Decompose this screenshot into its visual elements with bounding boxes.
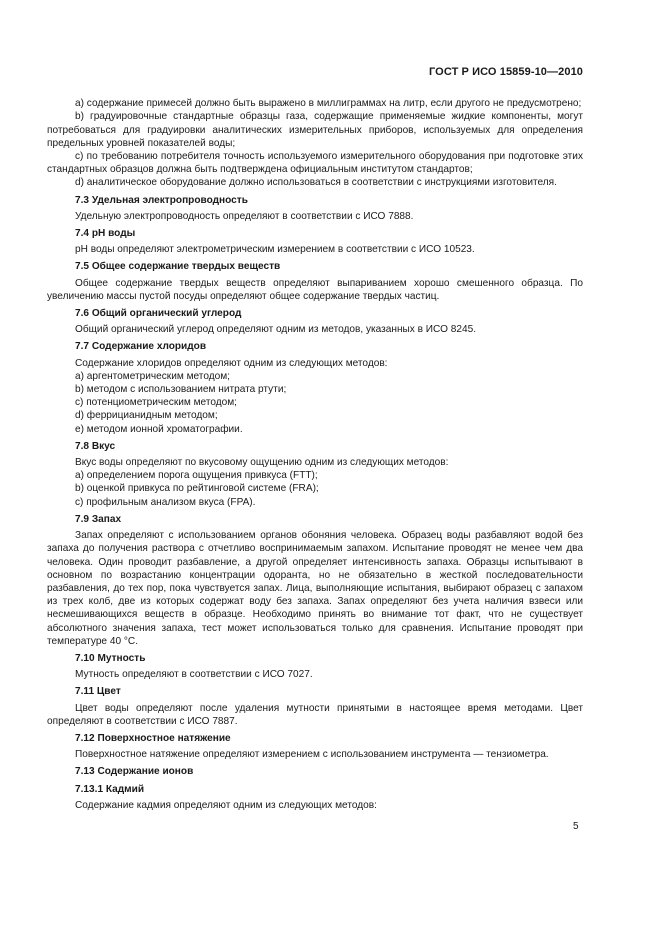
list-item: a) определением порога ощущения привкуса (FTT); xyxy=(75,470,318,482)
section-7-8-text: Вкус воды определяют по вкусовому ощущению одним из следующих методов: xyxy=(75,457,449,469)
list-item: b) методом с использованием нитрата ртути; xyxy=(75,384,287,396)
section-7-10-text: Мутность определяют в соответствии с ИСО 7027. xyxy=(75,669,313,681)
list-item: e) методом ионной хроматографии. xyxy=(75,423,243,435)
section-title-7-10: 7.10 Мутность xyxy=(75,652,146,664)
intro-item-d: d) аналитическое оборудование должно использоваться в соответствии с инструкциями изготовителя. xyxy=(75,177,557,189)
section-7-4-text: pH воды определяют электрометрическим измерением в соответствии с ИСО 10523. xyxy=(75,244,475,256)
section-title-7-8: 7.8 Вкус xyxy=(75,440,116,452)
section-7-11-text: Цвет воды определяют после удаления мутности принятыми в настоящее время методами. Цвет определяют в соответствии с ИСО 7887. xyxy=(47,702,583,727)
section-7-9-text: Запах определяют с использованием органов обоняния человека. Образец воды разбавляют водой без запаха до получения раствора с отчетливо воспринимаемым запахом. Испытание проводят не менее чем два человека. Один проводит разбавление, а другой определяет интенсивность запаха. Образцы испытывают в основном по возрастанию концентрации одоранта, но не обязательно в жесткой последовательности разбавления, до тех пор, пока чувствуется запах. Лица, выполняющие испытания, выбирают образец с запахом из трех колб, две из которых содержат воду без запаха. Запах определяют без учета наличия взвеси или несмешивающихся веществ в образце. Необходимо принять во внимание тот факт, что не существует абсолютного значения запаха, тест может использоваться только для сравнения. Испытание проводят при температуре 40 °С. xyxy=(47,530,583,647)
intro-list xyxy=(47,97,583,189)
section-title-7-5: 7.5 Общее содержание твердых веществ xyxy=(75,261,281,273)
intro-item-b: b) градуировочные стандартные образцы газа, содержащие применяемые жидкие компоненты, могут потребоваться для градуировки аналитических измерительных приборов, используемых для определения предельных уровней показателей воды; xyxy=(47,111,583,149)
section-7-3-text: Удельную электропроводность определяют в соответствии с ИСО 7888. xyxy=(75,210,414,222)
section-title-7-7: 7.7 Содержание хлоридов xyxy=(75,341,207,353)
section-title-7-11: 7.11 Цвет xyxy=(75,686,121,698)
section-7-5-text: Общее содержание твердых веществ определяют выпариванием хорошо смешенного образца. По увеличению массы пустой посуды определяют общее содержание твердых частиц. xyxy=(47,277,583,302)
list-item: c) потенциометрическим методом; xyxy=(75,397,237,409)
document-header: ГОСТ Р ИСО 15859-10—2010 xyxy=(428,66,583,78)
section-title-7-12: 7.12 Поверхностное натяжение xyxy=(75,732,231,744)
section-title-7-3: 7.3 Удельная электропроводность xyxy=(75,194,248,206)
intro-item-c: c) по требованию потребителя точность используемого измерительного оборудования при подготовке этих стандартных образцов должна быть подтверждена официальным институтом стандартов; xyxy=(47,151,583,176)
section-title-7-13-1: 7.13.1 Кадмий xyxy=(75,783,145,795)
list-item: c) профильным анализом вкуса (FPA). xyxy=(75,496,256,508)
section-7-12-text: Поверхностное натяжение определяют измерением с использованием инструмента — тензиометра. xyxy=(75,749,549,761)
section-7-7-text: Содержание хлоридов определяют одним из следующих методов: xyxy=(75,357,388,369)
section-7-13-1-text: Содержание кадмия определяют одним из следующих методов: xyxy=(75,799,377,811)
intro-item-a: a) содержание примесей должно быть выражено в миллиграммах на литр, если другого не предусмотрено; xyxy=(75,98,582,110)
section-title-7-4: 7.4 pH воды xyxy=(75,228,136,240)
list-item: a) аргентометрическим методом; xyxy=(75,370,230,382)
section-7-6-text: Общий органический углерод определяют одним из методов, указанных в ИСО 8245. xyxy=(75,324,477,336)
section-title-7-9: 7.9 Запах xyxy=(75,513,122,525)
section-title-7-6: 7.6 Общий органический углерод xyxy=(75,308,242,320)
list-item: b) оценкой привкуса по рейтинговой системе (FRA); xyxy=(75,483,319,495)
page-number: 5 xyxy=(573,821,579,832)
section-title-7-13: 7.13 Содержание ионов xyxy=(75,766,194,778)
list-item: d) феррицианидным методом; xyxy=(75,410,218,422)
